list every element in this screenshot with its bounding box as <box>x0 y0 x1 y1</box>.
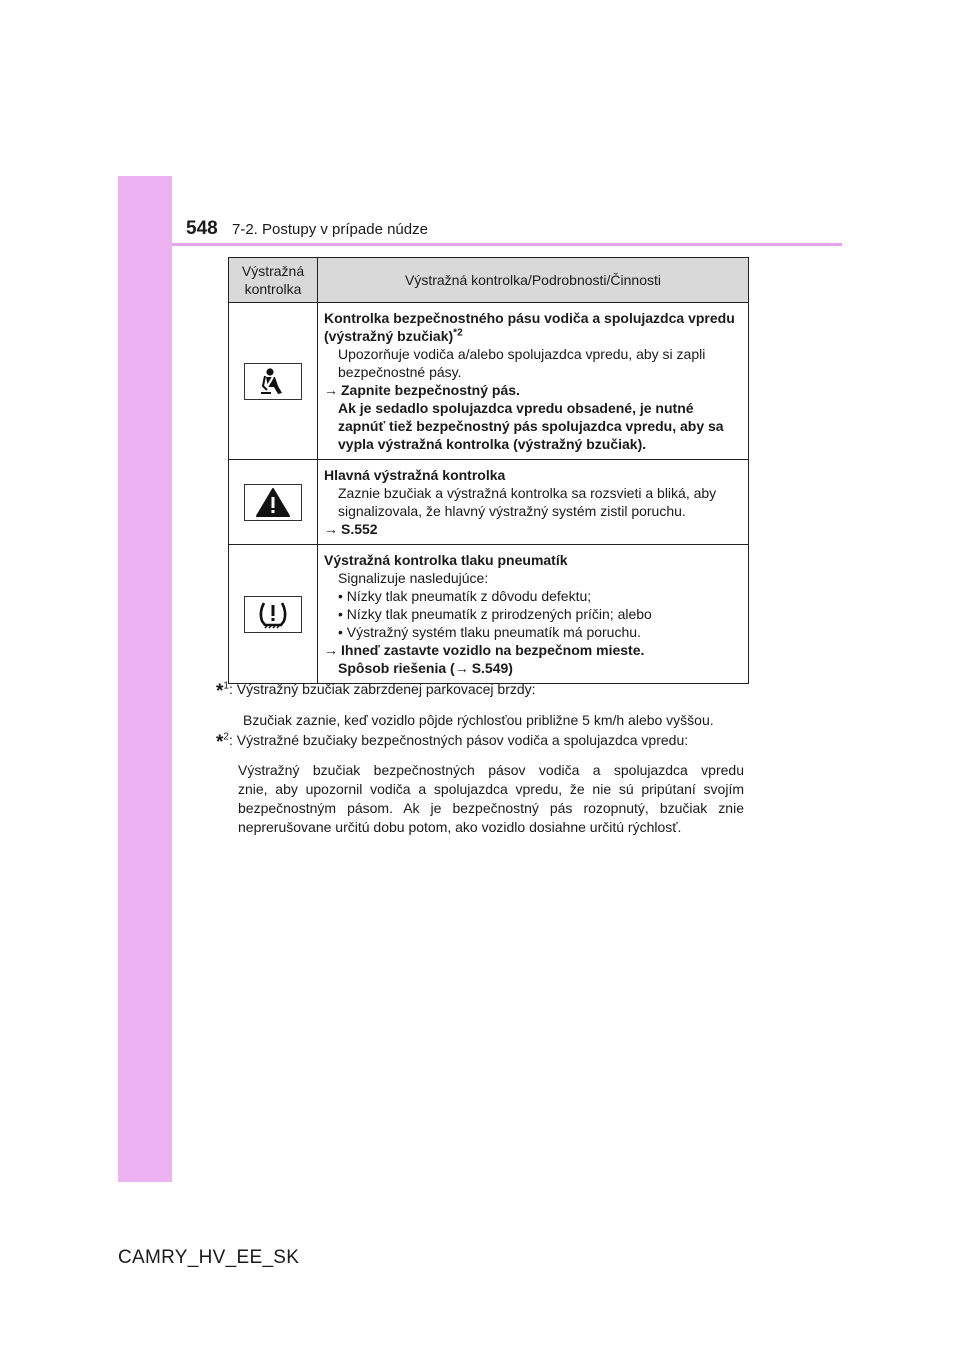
list-item: • Výstražný systém tlaku pneumatík má poruchu. <box>338 624 641 640</box>
page-reference-link[interactable]: S.552 <box>341 521 378 537</box>
row-action: Ihneď zastavte vozidlo na bezpečnom mieste. <box>341 642 645 658</box>
row-text: Zaznie bzučiak a výstražná kontrolka sa rozsvieti a bliká, aby signalizovala, že hlavný výstražný systém zistil poruchu. <box>338 485 717 519</box>
list-item: • Nízky tlak pneumatík z dôvodu defektu; <box>338 588 592 604</box>
footnote-ref: *2 <box>453 327 463 339</box>
footnote-2-line: znie, aby upozornil vodiča a spolujazdca vpredu, že nie sú pripútaní svojím <box>238 781 744 797</box>
row-description <box>318 545 749 684</box>
row-text: Signalizuje nasledujúce: <box>338 570 489 586</box>
arrow-icon: → <box>454 660 469 676</box>
footnote-2-line: neprerušovane určitú dobu potom, ako vozidlo dosiahne určitú rýchlosť. <box>238 819 682 835</box>
row-description <box>318 303 749 460</box>
page-reference-link[interactable]: S.549 <box>471 660 509 676</box>
row-text: Upozorňuje vodiča a/alebo spolujazdca vpredu, aby si zapli bezpečnostné pásy. <box>338 346 706 380</box>
row-action: Zapnite bezpečnostný pás. <box>341 382 520 398</box>
row-action-note: Ak je sedadlo spolujazdca vpredu obsadené, je nutné zapnúť tiež bezpečnostný pás spolujazdca vpredu, aby sa vypla výstražná kontrolka (výstražný bzučiak). <box>338 400 724 452</box>
row-title: Kontrolka bezpečnostného pásu vodiča a spolujazdca vpredu (výstražný bzučiak) <box>324 310 735 344</box>
icon-cell <box>229 460 318 545</box>
arrow-icon: → <box>324 642 338 658</box>
footnote-2-line: Výstražný bzučiak bezpečnostných pásov vodiča a spolujazdca vpredu <box>238 762 744 778</box>
column-header-icon: Výstražná kontrolka <box>229 258 318 303</box>
row-title: Hlavná výstražná kontrolka <box>324 467 506 483</box>
list-item: • Nízky tlak pneumatík z prirodzených príčin; alebo <box>338 606 652 622</box>
row-action-note: Spôsob riešenia (→ S.549) <box>338 660 513 676</box>
footnote-2-line: bezpečnostným pásom. Ak je bezpečnostný pás rozopnutý, bzučiak znie <box>238 800 744 816</box>
document-code: CAMRY_HV_EE_SK <box>118 1247 300 1268</box>
master-warning-icon <box>244 484 302 521</box>
table-row <box>229 303 749 460</box>
warning-lights-table <box>228 257 749 684</box>
seatbelt-warning-icon <box>244 363 302 400</box>
icon-cell <box>229 303 318 460</box>
column-header-details: Výstražná kontrolka/Podrobnosti/Činnosti <box>318 258 749 303</box>
footnote-1-text: Bzučiak zaznie, keď vozidlo pôjde rýchlosťou približne 5 km/h alebo vyššou. <box>243 712 714 728</box>
arrow-icon: → <box>324 382 338 398</box>
table-row <box>229 545 749 684</box>
row-description <box>318 460 749 545</box>
section-title: 7-2. Postupy v prípade núdze <box>232 221 428 238</box>
header-divider <box>172 243 842 246</box>
tire-pressure-warning-icon <box>244 596 302 633</box>
row-title: Výstražná kontrolka tlaku pneumatík <box>324 552 568 568</box>
page-number: 548 <box>186 218 218 239</box>
footnote-1-title: *$^1$: Výstražný bzučiak zabrzdenej parkovacej brzdy: <box>216 680 536 702</box>
chapter-sidebar-tab <box>118 176 172 1182</box>
table-row <box>229 460 749 545</box>
icon-cell <box>229 545 318 684</box>
footnote-2-title: *$^2$: Výstražné bzučiaky bezpečnostných pásov vodiča a spolujazdca vpredu: <box>216 731 689 753</box>
arrow-icon: → <box>324 521 338 537</box>
table-header-row <box>229 258 749 303</box>
